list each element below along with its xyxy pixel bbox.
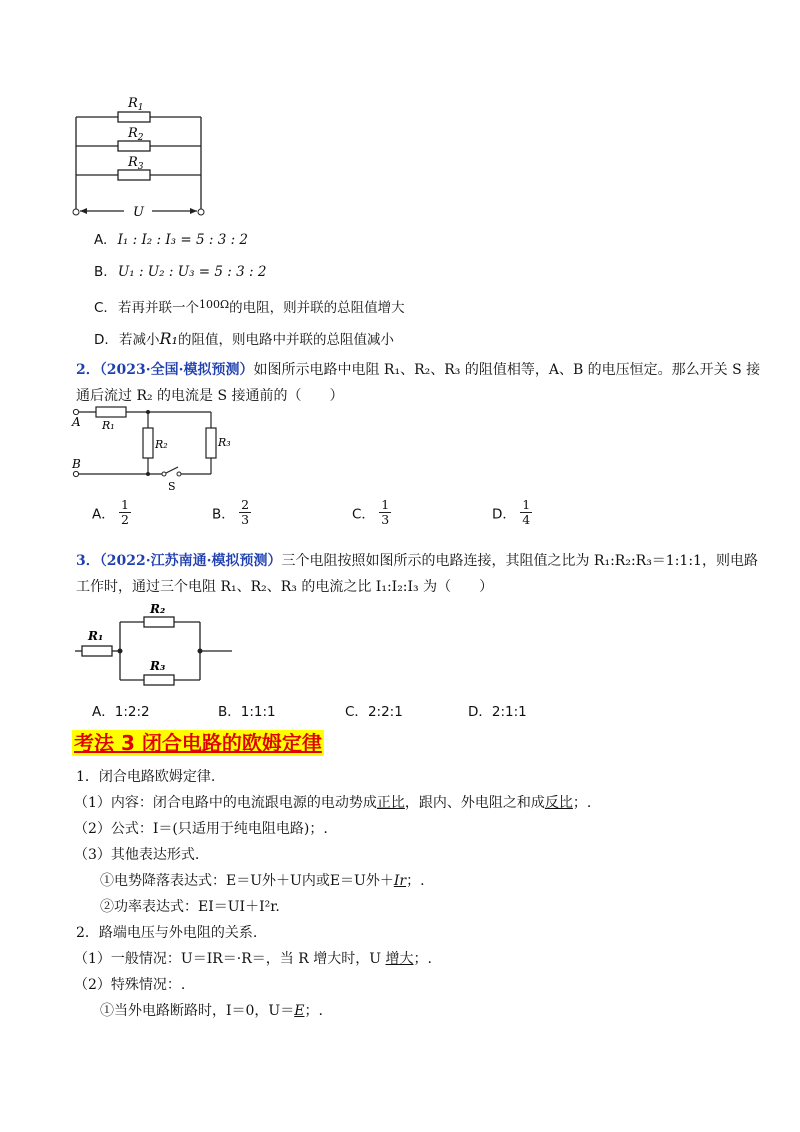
q2-stem-line2: 通后流过 R₂ 的电流是 S 接通前的（ ）	[76, 388, 344, 404]
r1-label: $R_1$	[128, 96, 144, 113]
svg-text:R₁: R₁	[102, 419, 115, 432]
svg-text:B: B	[72, 457, 81, 471]
note-1-3b: ②功率表达式：EI＝UI＋I²r.	[100, 899, 280, 915]
section-heading: 考法 3 闭合电路的欧姆定律	[74, 731, 322, 755]
q3-option-a[interactable]: A．1:2:2	[92, 704, 150, 720]
note-1-3a: ①电势降落表达式：E＝U外＋U内或E＝U外＋Ir；.	[100, 873, 425, 889]
svg-text:A: A	[72, 415, 81, 429]
note-2-1: （1）一般情况：U＝IR＝·R＝，当 R 增大时，U 增大；.	[74, 951, 432, 967]
note-2: 2．路端电压与外电阻的关系.	[76, 925, 258, 941]
svg-text:R₂: R₂	[155, 438, 168, 451]
circuit-diagram-2	[66, 400, 236, 495]
q2-option-c[interactable]: C． $\frac{1}{3}$	[352, 497, 390, 527]
note-1: 1．闭合电路欧姆定律.	[76, 769, 216, 785]
q1-option-d[interactable]: D. 若减小R₁的阻值，则电路中并联的总阻值减小	[94, 329, 394, 348]
q3-stem-line1: 3．（2022·江苏南通·模拟预测）三个电阻按照如图所示的电路连接，其阻值之比为 R₁:R₂:R₃＝1:1:1，则电路	[76, 553, 758, 569]
q1-option-c[interactable]: C. 若再并联一个$^{100\Omega}$的电阻，则并联的总阻值增大	[94, 298, 405, 316]
note-1-2: （2）公式：I＝(只适用于纯电阻电路)；.	[74, 821, 328, 837]
circuit-diagram-3	[70, 600, 240, 692]
q2-stem-line1: 2．（2023·全国·模拟预测）如图所示电路中电阻 R₁、R₂、R₃ 的阻值相等，A、B 的电压恒定。那么开关 S 接	[76, 362, 761, 378]
u-label: U	[133, 205, 144, 220]
note-2-2: （2）特殊情况：.	[74, 977, 186, 993]
svg-text:S: S	[168, 480, 176, 493]
note-1-3: （3）其他表达形式.	[74, 847, 200, 863]
svg-text:R₃: R₃	[150, 659, 166, 673]
q1-option-b[interactable]: B. U₁ : U₂ : U₃ = 5 : 3 : 2	[94, 264, 267, 280]
circuit-diagram-1	[60, 90, 220, 220]
r3-label: $R_3$	[128, 155, 144, 172]
q3-option-c[interactable]: C．2:2:1	[345, 704, 403, 720]
q2-option-b[interactable]: B． $\frac{2}{3}$	[212, 497, 250, 527]
q2-option-d[interactable]: D． $\frac{1}{4}$	[492, 497, 531, 527]
q2-option-a[interactable]: A． $\frac{1}{2}$	[92, 497, 129, 527]
q3-stem-line2: 工作时，通过三个电阻 R₁、R₂、R₃ 的电流之比 I₁:I₂:I₃ 为（ ）	[76, 579, 494, 595]
svg-text:R₂: R₂	[150, 602, 166, 616]
q3-option-b[interactable]: B．1:1:1	[218, 704, 276, 720]
r2-label: $R_2$	[128, 126, 144, 143]
q1-option-a[interactable]: A. I₁ : I₂ : I₃ = 5 : 3 : 2	[94, 232, 249, 248]
note-2-2a: ①当外电路断路时，I＝0，U＝E；.	[100, 1003, 323, 1019]
q3-option-d[interactable]: D．2:1:1	[468, 704, 527, 720]
note-1-1: （1）内容：闭合电路中的电流跟电源的电动势成正比，跟内、外电阻之和成反比；.	[74, 795, 592, 811]
svg-text:R₁: R₁	[88, 629, 104, 643]
svg-text:R₃: R₃	[218, 436, 231, 449]
